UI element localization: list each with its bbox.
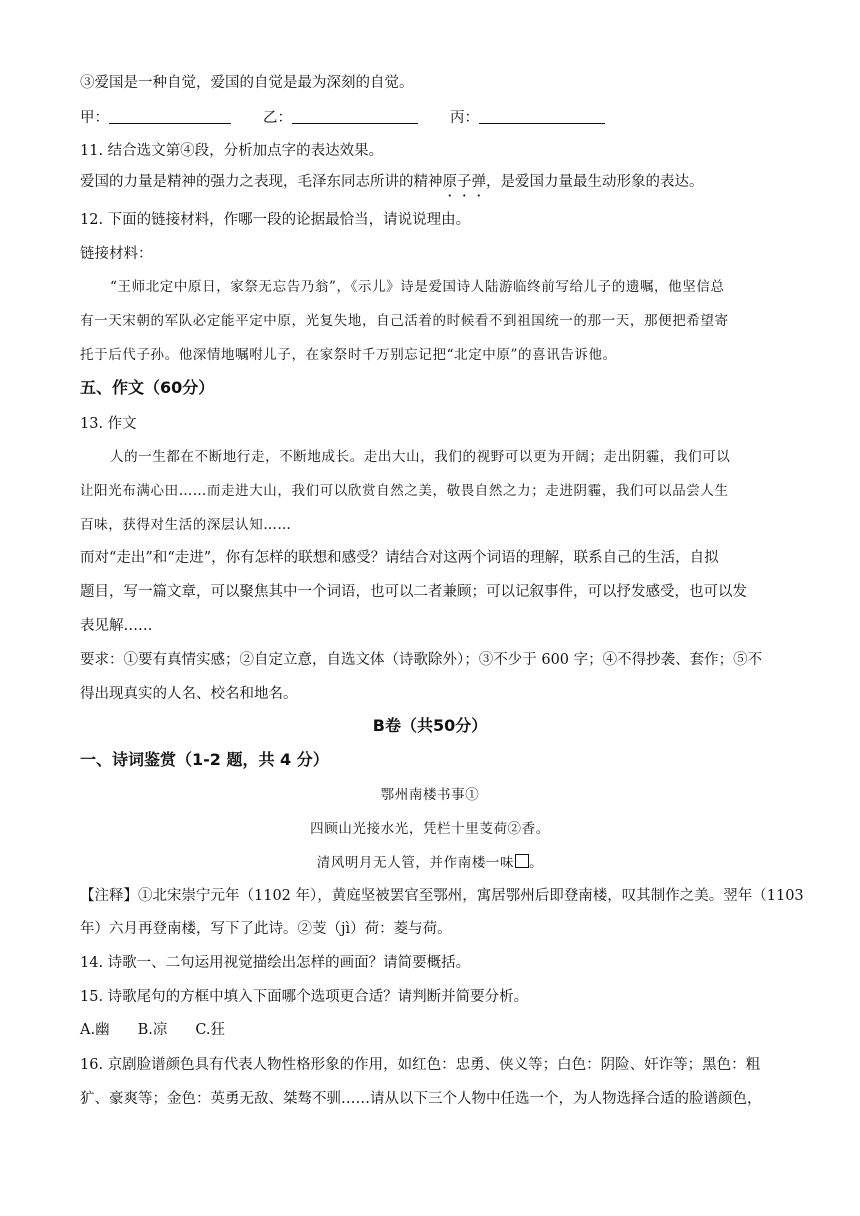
- annotation-line-1: 【注释】①北宋崇宁元年（1102 年），黄庭坚被罢官至鄂州，寓居鄂州后即登南楼，叹其制作之美。翌年（1103: [80, 888, 804, 904]
- section-5-heading: 五、作文（60分）: [80, 378, 215, 397]
- blank-bing-label: 丙：: [450, 110, 479, 126]
- poetry-section-heading: 一、诗词鉴赏（1-2 题，共 4 分）: [80, 750, 329, 769]
- question-14: 14. 诗歌一、二句运用视觉描绘出怎样的画面？请简要概括。: [80, 955, 471, 971]
- option-a: A.幽: [80, 1022, 110, 1038]
- answer-blanks-row: [80, 108, 785, 128]
- requirements-line-2: 得出现真实的人名、校名和地名。: [80, 686, 298, 702]
- question-15-options: [80, 1020, 785, 1040]
- prompt-line-2: 让阳光布满心田……而走进大山，我们可以欣赏自然之美，敬畏自然之力；走进阴霾，我们可以品尝人生: [80, 483, 729, 499]
- dotted-char-3: 弹: [471, 174, 486, 190]
- poem-line-2: 清风明月无人管，并作南楼一味 。: [316, 855, 544, 871]
- prompt-line-1: 人的一生都在不断地行走，不断地成长。走出大山，我们的视野可以更为开阔；走出阴霾，我们可以: [110, 449, 731, 465]
- blank-yi-label: 乙：: [263, 110, 292, 126]
- link-material-line-3: 托于后代子孙。他深情地嘱咐儿子，在家祭时千万别忘记把“北定中原”的喜讯告诉他。: [80, 347, 617, 363]
- poem-line-1: 四顾山光接水光，凭栏十里芰荷②香。: [310, 821, 550, 837]
- blank-jia-line[interactable]: [109, 109, 231, 124]
- poem-line-2-text: 清风明月无人管，并作南楼一味: [316, 855, 515, 871]
- question-15: 15. 诗歌尾句的方框中填入下面哪个选项更合适？请判断并简要分析。: [80, 989, 529, 1005]
- dotted-char-2: 子: [457, 174, 472, 190]
- poem-title: 鄂州南楼书事①: [380, 787, 480, 803]
- blank-jia-label: 甲：: [80, 110, 109, 126]
- question-13: 13. 作文: [80, 416, 137, 432]
- requirements-line-1: 要求：①要有真情实感；②自定立意，自选文体（诗歌除外）；③不少于 600 字；④不得抄袭、套作；⑤不: [80, 652, 763, 668]
- sentence-part-1: 爱国的力量是精神的强力之表现，毛泽东同志所讲的精神: [80, 174, 443, 190]
- prompt-instruction-3: 表见解……: [80, 618, 153, 634]
- question-16-line-1: 16. 京剧脸谱颜色具有代表人物性格形象的作用，如红色：忠勇、侠义等；白色：阴险、奸诈等；黑色：粗: [80, 1057, 761, 1073]
- prompt-instruction-2: 题目，写一篇文章，可以聚焦其中一个词语，也可以二者兼顾；可以记叙事件，可以抒发感受，也可以发: [80, 584, 747, 600]
- sentence-part-2: ，是爱国力量最生动形象的表达。: [486, 174, 704, 190]
- option-b: B.凉: [137, 1022, 168, 1038]
- question-12: 12. 下面的链接材料，作哪一段的论据最恰当，请说说理由。: [80, 212, 471, 228]
- prompt-line-3: 百味，获得对生活的深层认知……: [80, 517, 292, 533]
- section-b-title: B卷（共50分）: [372, 716, 488, 735]
- question-11-sentence: [80, 172, 785, 192]
- option-c: C.狂: [195, 1022, 226, 1038]
- link-material-line-1: “王师北定中原日，家祭无忘告乃翁”，《示儿》诗是爱国诗人陆游临终前写给儿子的遗嘱，他坚信总: [110, 279, 725, 295]
- item-3-text: ③爱国是一种自觉，爱国的自觉是最为深刻的自觉。: [80, 75, 414, 91]
- question-11: 11. 结合选文第④段，分析加点字的表达效果。: [80, 143, 384, 159]
- blank-bing-line[interactable]: [479, 109, 605, 124]
- link-material-label: 链接材料：: [80, 246, 153, 262]
- annotation-line-2: 年）六月再登南楼，写下了此诗。②芰（jì）荷：菱与荷。: [80, 921, 452, 937]
- blank-yi-line[interactable]: [292, 109, 418, 124]
- link-material-line-2: 有一天宋朝的军队必定能平定中原，光复失地，自己活着的时候看不到祖国统一的那一天，那便把希望寄: [80, 313, 729, 329]
- prompt-instruction-1: 而对“走出”和“走进”，你有怎样的联想和感受？请结合对这两个词语的理解，联系自己的生活，自拟: [80, 550, 719, 566]
- question-16-line-2: 犷、豪爽等；金色：英勇无敌、桀骜不驯……请从以下三个人物中任选一个，为人物选择合适的脸谱颜色，: [80, 1091, 762, 1107]
- blank-box: [515, 854, 529, 868]
- dotted-char-1: 原: [442, 174, 457, 190]
